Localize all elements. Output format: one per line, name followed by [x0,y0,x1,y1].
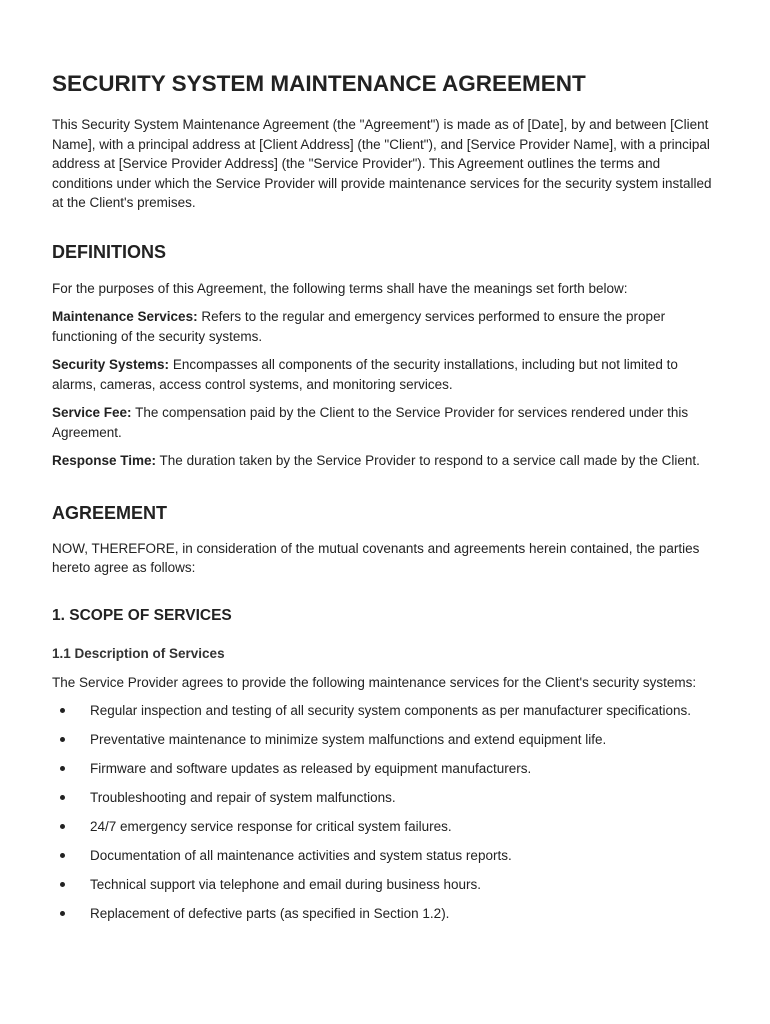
list-item [52,904,720,924]
agreement-heading: AGREEMENT [52,502,168,523]
definition-text: Encompasses all components of the security installations, including but not limited to alarms, cameras, access control systems, and monitoring services. [52,357,678,392]
list-item-text: Preventative maintenance to minimize system malfunctions and extend equipment life. [90,732,607,747]
intro-paragraph: This Security System Maintenance Agreement (the "Agreement") is made as of [Date], by and between [Client Name], with a principal address at [Client Address] (the "Client"), and [Service Provider Name], with a principal address at [Service Provider Address] (the "Service Provider"). This Agreement outlines the terms and conditions under which the Service Provider will provide maintenance services for the security system installed at the Client's premises. [52,117,712,210]
list-item-text: Replacement of defective parts (as specified in Section 1.2). [90,906,450,921]
definition-text: The compensation paid by the Client to the Service Provider for services rendered under this Agreement. [52,405,689,440]
definition-term: Maintenance Services: [52,309,198,324]
definition-maintenance-services [52,307,720,346]
definition-term: Service Fee: [52,405,132,420]
description-lead: The Service Provider agrees to provide the following maintenance services for the Client's security systems: [52,674,697,690]
document-page [52,70,720,933]
bullet-icon [60,766,65,771]
bullet-icon [60,882,65,887]
document-title: SECURITY SYSTEM MAINTENANCE AGREEMENT [52,71,586,96]
bullet-icon [60,737,65,742]
list-item [52,730,720,750]
definition-term: Response Time: [52,453,157,468]
services-list [52,701,720,924]
definition-term: Security Systems: [52,357,170,372]
bullet-icon [60,795,65,800]
description-subheading: 1.1 Description of Services [52,645,225,661]
agreement-paragraph: NOW, THEREFORE, in consideration of the mutual covenants and agreements herein contained, the parties hereto agree as follows: [52,540,700,575]
list-item-text: Documentation of all maintenance activities and system status reports. [90,848,512,863]
list-item [52,846,720,866]
definitions-heading: DEFINITIONS [52,241,167,262]
definitions-lead: For the purposes of this Agreement, the following terms shall have the meanings set forth below: [52,280,628,296]
definition-text: The duration taken by the Service Provider to respond to a service call made by the Client. [156,453,700,468]
bullet-icon [60,824,65,829]
scope-heading: 1. SCOPE OF SERVICES [52,606,232,624]
definition-text: Refers to the regular and emergency services performed to ensure the proper functioning of the security systems. [52,309,666,344]
bullet-icon [60,911,65,916]
definition-security-systems [52,355,720,394]
list-item [52,788,720,808]
bullet-icon [60,853,65,858]
list-item [52,817,720,837]
list-item-text: Regular inspection and testing of all security system components as per manufacturer specifications. [90,703,692,718]
list-item-text: 24/7 emergency service response for critical system failures. [90,819,452,834]
list-item-text: Technical support via telephone and email during business hours. [90,877,481,892]
bullet-icon [60,708,65,713]
list-item [52,875,720,895]
list-item-text: Firmware and software updates as released by equipment manufacturers. [90,761,532,776]
list-item [52,701,720,721]
definition-response-time [52,451,720,471]
definition-service-fee [52,403,720,442]
list-item [52,759,720,779]
list-item-text: Troubleshooting and repair of system malfunctions. [90,790,396,805]
